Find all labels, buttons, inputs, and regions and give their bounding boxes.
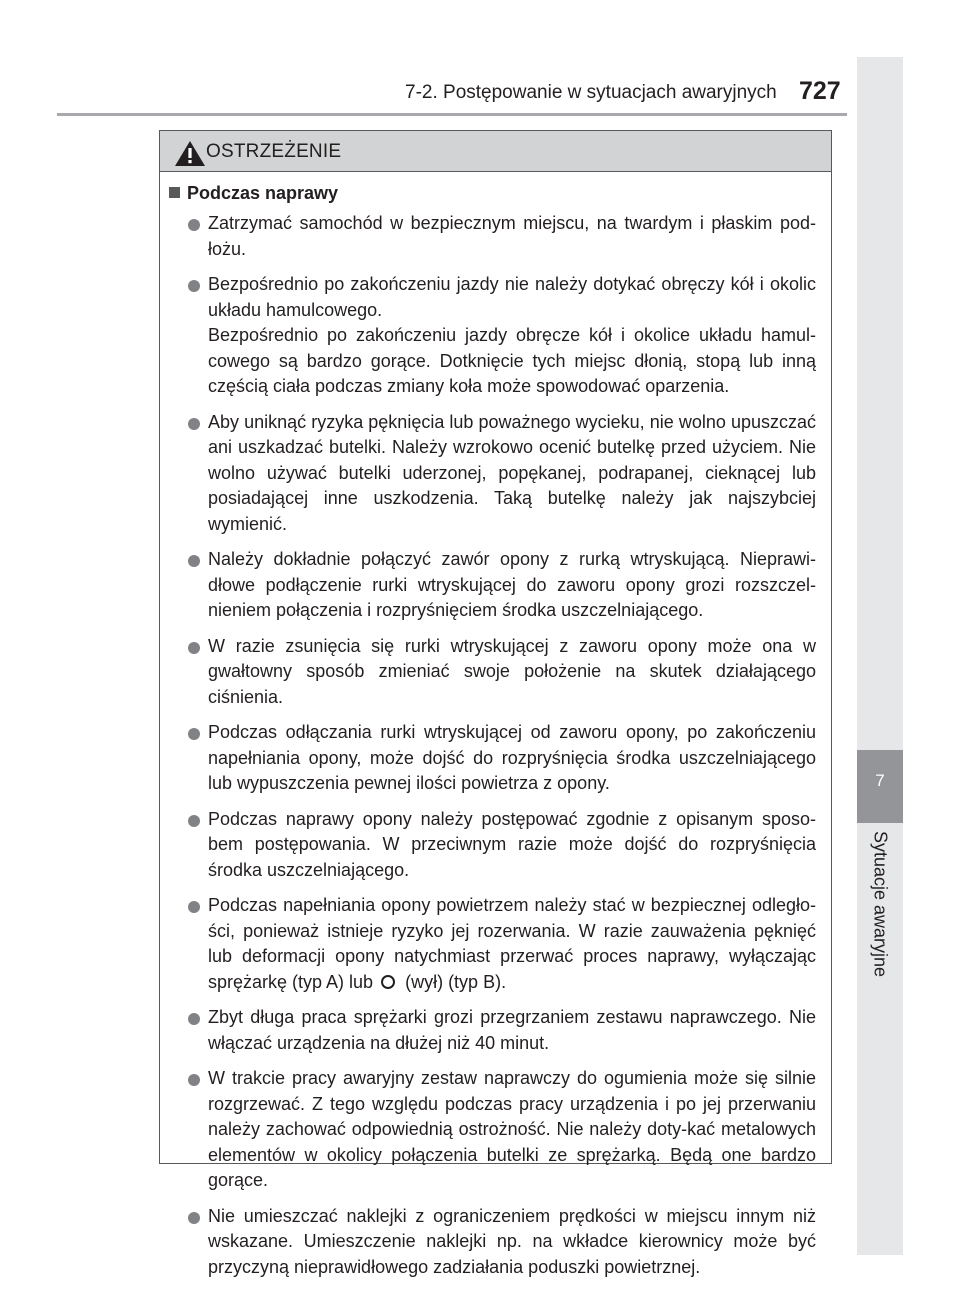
list-item-text: Zatrzymać samochód w bezpiecznym miejscu, na twardym i płaskim pod-łożu. — [208, 213, 816, 259]
inline-text: (wył) (typ B). — [405, 971, 507, 992]
list-item — [160, 1204, 831, 1281]
list-item — [160, 634, 831, 711]
list-item — [160, 410, 831, 538]
warning-list — [160, 211, 831, 1290]
list-item — [160, 272, 831, 400]
bullet-icon — [188, 1212, 200, 1224]
section-heading — [169, 183, 338, 204]
warning-box — [159, 130, 832, 1277]
warning-header — [160, 131, 831, 172]
bullet-icon — [188, 815, 200, 827]
bullet-icon — [188, 280, 200, 292]
list-item — [160, 547, 831, 624]
list-item-text: Zbyt długa praca sprężarki grozi przegrzaniem zestawu naprawczego. Nie włączać urządzenia na dłużej niż 40 minut. — [208, 1007, 816, 1053]
list-item — [160, 893, 831, 995]
list-item-text: Należy dokładnie połączyć zawór opony z rurką wtryskującą. Nieprawi-dłowe podłączenie rurki wtryskującej do zaworu opony grozi rozszczel-nieniem połączenia i rozpryśnięciem środka uszczelniającego. — [208, 549, 816, 620]
warning-title: OSTRZEŻENIE — [206, 141, 342, 162]
list-item-text: Nie umieszczać naklejki z ograniczeniem prędkości w miejscu innym niż wskazane. Umieszczenie naklejki np. na wkładce kierownicy może być przyczyną nieprawidłowego zadziałania poduszki powietrznej. — [208, 1205, 816, 1277]
bullet-icon — [188, 555, 200, 567]
square-bullet-icon — [169, 187, 180, 198]
bullet-icon — [188, 219, 200, 231]
list-item — [160, 1005, 831, 1056]
section-title: 7-2. Postępowanie w sytuacjach awaryjnych — [405, 82, 777, 103]
chapter-number: 7 — [875, 771, 885, 790]
side-strip — [857, 57, 903, 1255]
bullet-icon — [188, 1074, 200, 1086]
paragraph: Bezpośrednio po zakończeniu jazdy nie należy dotykać obręczy kół i okolic układu hamulcowego. — [208, 274, 816, 320]
list-item-text: Podczas odłączania rurki wtryskującej od zaworu opony, po zakończeniu napełniania opony, może dojść do rozpryśnięcia środka uszczelniającego lub wypuszczenia pewnej ilości powietrza z opony. — [208, 722, 816, 793]
bullet-icon — [188, 728, 200, 740]
list-item-text — [208, 272, 816, 400]
page-number: 727 — [799, 77, 841, 105]
list-item — [160, 720, 831, 797]
section-heading-text: Podczas naprawy — [187, 183, 339, 203]
bullet-icon — [188, 1013, 200, 1025]
list-item-text: W razie zsunięcia się rurki wtryskującej z zaworu opony może ona w gwałtowny sposób zmieniać swoje położenie na skutek działającego ciśnienia. — [208, 635, 816, 707]
chapter-label: Sytuacje awaryjne — [870, 830, 891, 978]
paragraph: Bezpośrednio po zakończeniu jazdy obręcze kół i okolice układu hamul-cowego są bardzo gorące. Dotknięcie tych miejsc dłonią, stopą lub inną częścią ciała podczas zmiany koła może spowodować oparzenia. — [208, 325, 816, 396]
list-item-text: W trakcie pracy awaryjny zestaw naprawczy do ogumienia może się silnie rozgrzewać. Z tego względu podczas pracy urządzenia i po jej przerwaniu należy zachować odpowiednią ostrożność. Nie należy doty-kać metalowych elementów w okolicy połączenia butelki ze sprężarką. Będą one bardzo gorące. — [208, 1068, 816, 1190]
bullet-icon — [188, 418, 200, 430]
list-item — [160, 211, 831, 262]
list-item-text: Podczas naprawy opony należy postępować zgodnie z opisanym sposo-bem postępowania. W przeciwnym razie może dojść do rozpryśnięcia środka uszczelniającego. — [208, 808, 816, 880]
list-item — [160, 807, 831, 884]
list-item-text — [208, 893, 816, 995]
power-button-icon — [381, 975, 395, 989]
inline-text: Podczas napełniania opony powietrzem należy stać w bezpiecznej odległo-ści, ponieważ istnieje ryzyko jej rozerwania. W razie zauważenia pęknięć lub deformacji opony natychmiast przerwać proces naprawy, wyłączając sprężarkę (typ A) lub — [208, 895, 816, 992]
warning-triangle-icon — [175, 141, 205, 166]
list-item — [160, 1066, 831, 1194]
header-divider — [57, 113, 847, 116]
bullet-icon — [188, 901, 200, 913]
bullet-icon — [188, 642, 200, 654]
list-item-text: Aby uniknąć ryzyka pęknięcia lub poważnego wycieku, nie wolno upuszczać ani uszkadzać butelki. Należy wzrokowo ocenić butelkę przed użyciem. Nie wolno używać butelki uderzonej, popękanej, podrapanej, cieknącej lub posiadającej inne uszkodzenia. Taką butelkę należy jak najszybciej wymienić. — [208, 411, 816, 534]
